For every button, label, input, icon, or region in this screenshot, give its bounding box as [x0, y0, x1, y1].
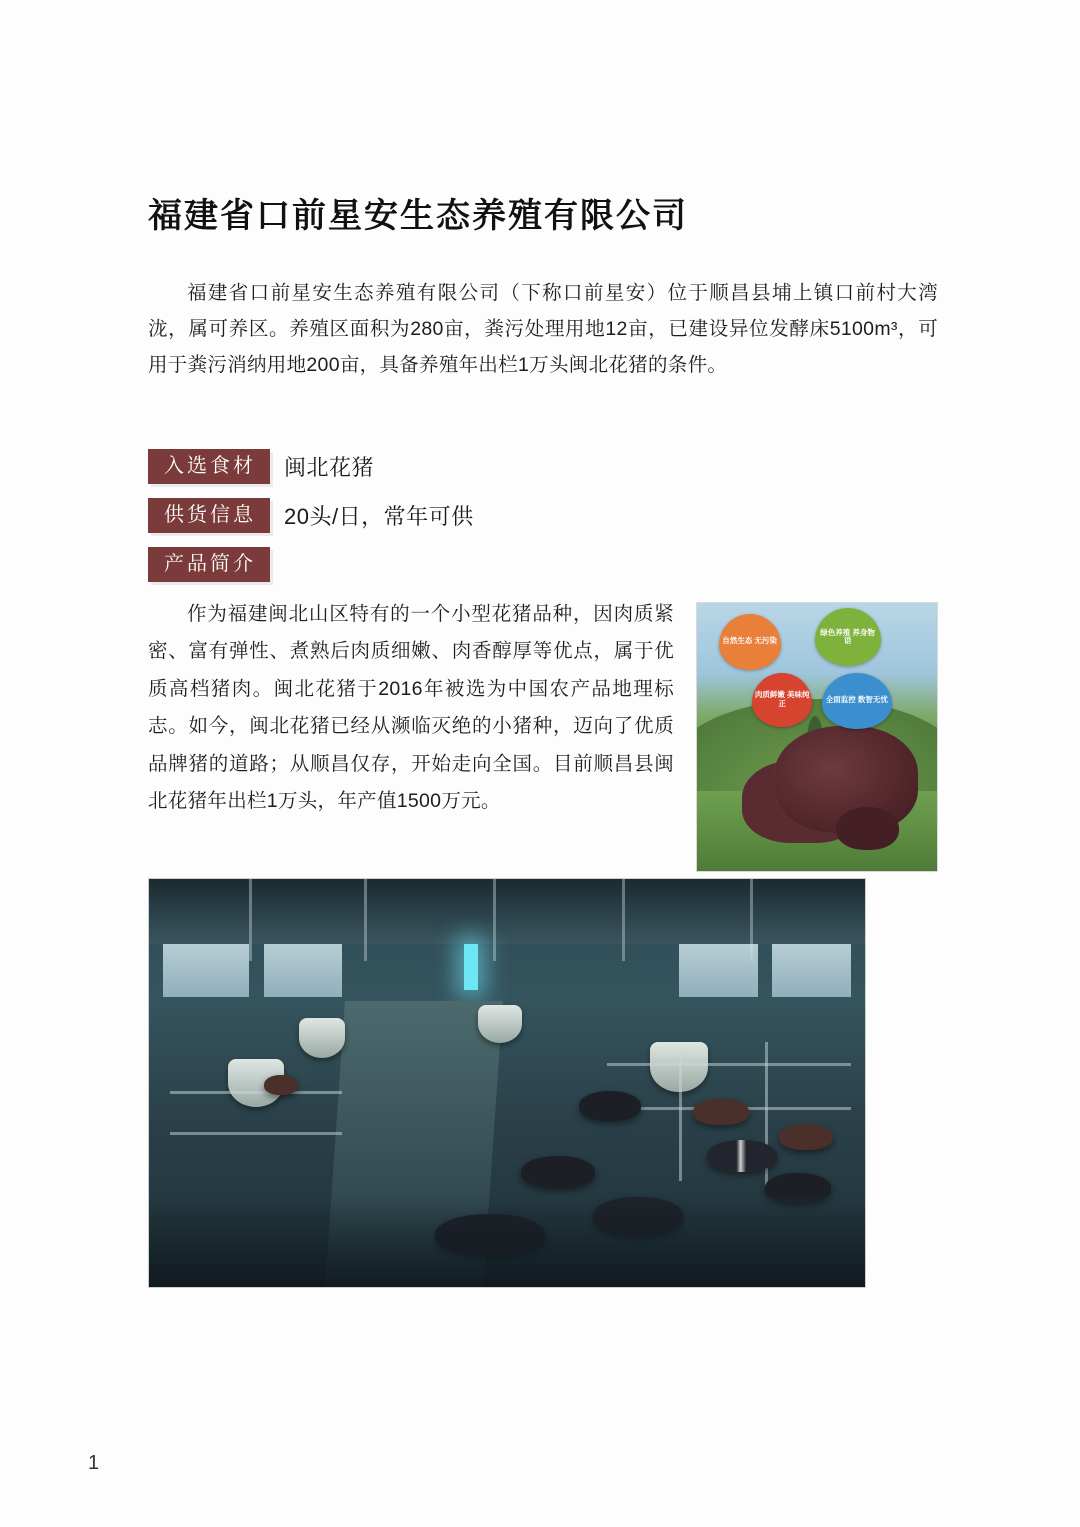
promo-badge-3: 肉质鲜嫩 美味纯正: [752, 673, 812, 727]
barn-beam: [493, 879, 496, 961]
page-content: [148, 0, 938, 1288]
description-paragraph: 作为福建闽北山区特有的一个小型花猪品种，因肉质紧密、富有弹性、煮熟后肉质细嫩、肉香醇厚等优点，属于优质高档猪肉。闽北花猪于2016年被选为中国农产品地理标志。如今，闽北花猪已经从濒临灭绝的小猪种，迈向了优质品牌猪的道路；从顺昌仅存，开始走向全国。目前顺昌县闽北花猪年出栏1万头，年产值1500万元。: [148, 602, 674, 813]
barn-window: [772, 944, 851, 997]
promo-badge-4: 全面监控 数智无忧: [822, 673, 892, 729]
intro-paragraph: 福建省口前星安生态养殖有限公司（下称口前星安）位于顺昌县埔上镇口前村大湾泷，属可养区。养殖区面积为280亩，粪污处理用地12亩，已建设异位发酵床5100m³，可用于粪污消纳用地200亩，具备养殖年出栏1万头闽北花猪的条件。: [148, 281, 938, 376]
field-row-product-intro: [148, 547, 938, 582]
barn-beam: [622, 879, 625, 961]
barn-beam: [364, 879, 367, 961]
barn-window: [264, 944, 343, 997]
barn-pig: [264, 1075, 298, 1095]
promo-badge-2: 绿色养殖 养身物语: [815, 608, 881, 666]
barn-beam: [249, 879, 252, 961]
field-tag-product-intro: 产品简介: [148, 547, 270, 582]
barn-ceiling: [149, 879, 865, 944]
page-number: 1: [88, 1452, 100, 1474]
barn-rail: [170, 1132, 342, 1135]
pig-promo-image: [696, 602, 938, 872]
barn-pig: [707, 1140, 777, 1172]
barn-rail: [679, 1050, 682, 1181]
barn-rail: [170, 1091, 342, 1094]
barn-rail: [607, 1063, 850, 1066]
barn-interior-image: [148, 878, 866, 1288]
barn-feeder: [478, 1005, 522, 1043]
barn-pig: [779, 1124, 833, 1150]
field-tag-ingredient: 入选食材: [148, 449, 270, 484]
field-value-ingredient: 闽北花猪: [284, 454, 375, 480]
barn-pig: [521, 1156, 595, 1188]
field-row-ingredient: [148, 449, 938, 484]
field-value-supply: 20头/日，常年可供: [284, 503, 474, 529]
barn-floor: [149, 1197, 865, 1287]
piglet-silhouette-icon: [836, 807, 898, 850]
barn-feeder: [299, 1018, 345, 1058]
barn-pig: [579, 1091, 641, 1121]
barn-light-icon: [464, 944, 478, 990]
promo-badge-1: 自然生态 无污染: [719, 614, 781, 670]
field-tag-supply: 供货信息: [148, 498, 270, 533]
barn-window: [679, 944, 758, 997]
description-section: [148, 596, 938, 821]
barn-window: [163, 944, 249, 997]
field-list: [148, 449, 938, 582]
page-title: 福建省口前星安生态养殖有限公司: [148, 196, 688, 236]
field-row-supply: [148, 498, 938, 533]
barn-pig: [693, 1099, 749, 1125]
